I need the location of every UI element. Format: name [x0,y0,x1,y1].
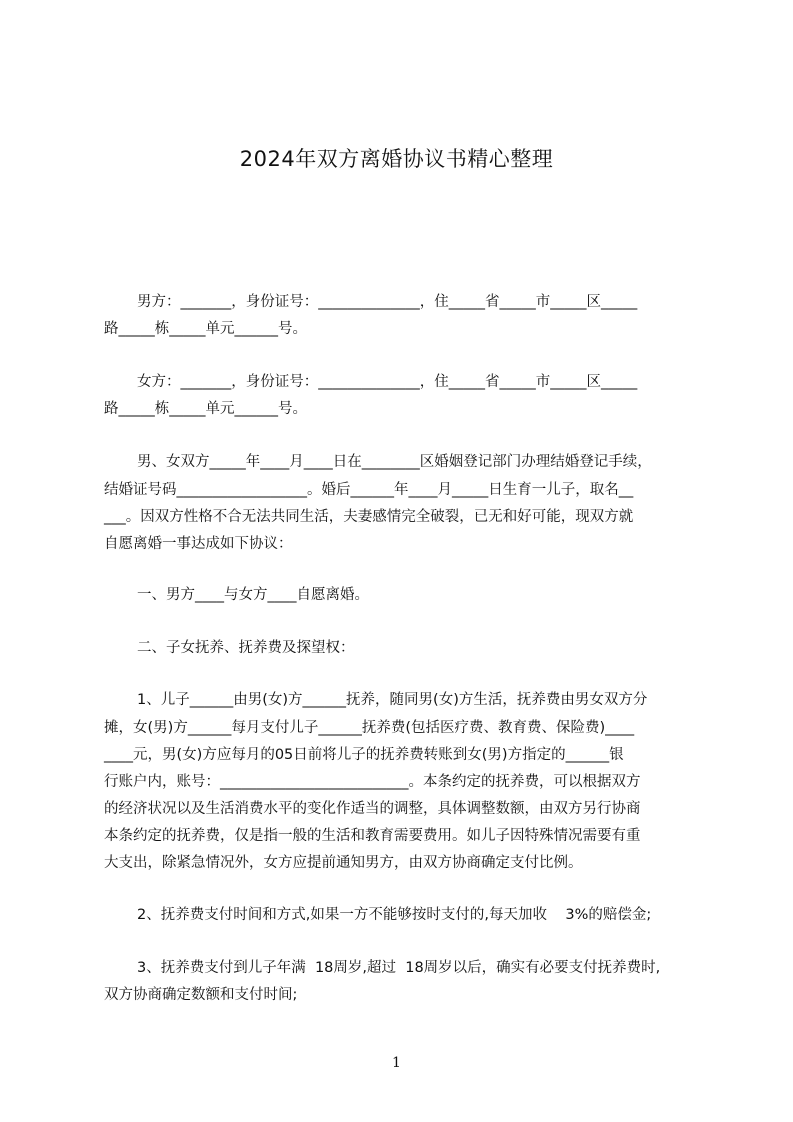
paragraph-line: 路_____栋_____单元______号。 [104,321,307,337]
paragraph-line: 摊，女(男)方______每月支付儿子______抚养费(包括医疗费、教育费、保险费)____ [104,720,635,736]
document-title: 2024年双方离婚协议书精心整理 [239,147,554,171]
paragraph-line: 二、子女抚养、抚养费及探望权： [137,640,355,656]
paragraph-line: 大支出，除紧急情况外，女方应提前通知男方，由双方协商确定支付比例。 [104,855,583,871]
page-number: 1 [392,1055,401,1071]
paragraph-line: 结婚证号码__________________。婚后______年____月_____日生育一儿子，取名__ [104,482,634,498]
paragraph-line: 女方：_______，身份证号：______________，住_____省_____市_____区_____ [137,374,638,390]
paragraph-line: 3、抚养费支付到儿子年满 18周岁,超过 18周岁以后，确实有必要支付抚养费时, [137,960,661,976]
paragraph-line: 男、女双方_____年____月____日在________区婚姻登记部门办理结婚登记手续， [137,454,652,470]
paragraph-line: 双方协商确定数额和支付时间; [104,987,298,1003]
paragraph-line: 本条约定的抚养费，仅是指一般的生活和教育需要费用。如儿子因特殊情况需要有重 [104,828,641,844]
paragraph-line: 的经济状况以及生活消费水平的变化作适当的调整，具体调整数额，由双方另行协商 [104,801,641,817]
paragraph-line: ____元，男(女)方应每月的05日前将儿子的抚养费转账到女(男)方指定的______银 [104,747,624,763]
paragraph-line: 行账户内，账号：__________________________。本条约定的抚养费，可以根据双方 [104,774,641,790]
paragraph-line: 2、抚养费支付时间和方式,如果一方不能够按时支付的,每天加收 3%的赔偿金; [137,907,652,923]
paragraph-line: 路_____栋_____单元______号。 [104,401,307,417]
paragraph-line: 1、儿子______由男(女)方______抚养，随同男(女)方生活，抚养费由男女双方分 [137,692,648,708]
paragraph-line: 男方：_______，身份证号：______________，住_____省_____市_____区_____ [137,294,638,310]
paragraph-line: 自愿离婚一事达成如下协议： [104,536,293,552]
paragraph-line: ___。因双方性格不合无法共同生活，夫妻感情完全破裂，已无和好可能，现双方就 [104,509,634,525]
paragraph-line: 一、男方____与女方____自愿离婚。 [137,587,369,603]
